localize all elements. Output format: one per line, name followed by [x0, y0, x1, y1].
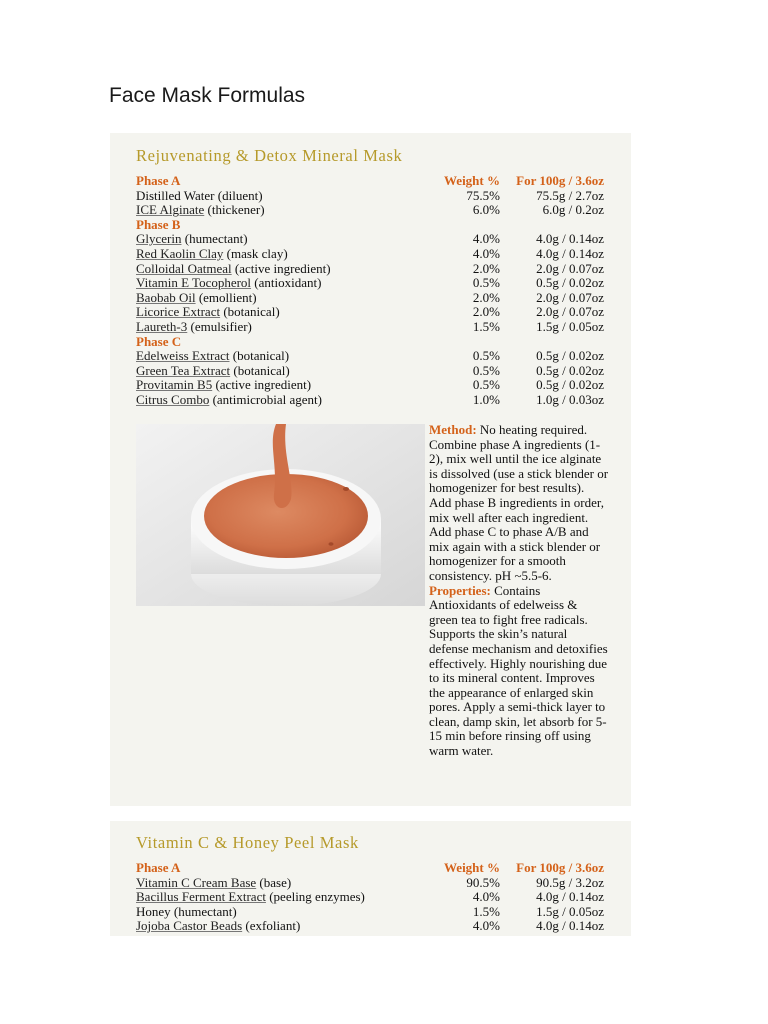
ingredient-link[interactable]: Provitamin B5: [136, 377, 213, 393]
ingredient-row: [136, 378, 606, 393]
weight-header: Weight %: [444, 860, 500, 875]
ingredient-role: (emulsifier): [187, 318, 252, 334]
ingredient-row: [136, 203, 606, 218]
ingredient-link[interactable]: Bacillus Ferment Extract: [136, 889, 266, 905]
method-properties-text: [429, 423, 609, 759]
amount-value: 90.5g / 3.2oz: [536, 874, 604, 890]
ingredient-row: [136, 291, 606, 306]
ingredient-row: [136, 364, 606, 379]
ingredient-link[interactable]: Laureth-3: [136, 318, 188, 334]
weight-percent: 4.0%: [472, 918, 500, 934]
weight-percent: 1.5%: [472, 903, 500, 919]
method-label: Method:: [429, 422, 477, 437]
amount-value: 0.5g / 0.02oz: [536, 377, 604, 393]
ingredient-row: [136, 919, 606, 934]
ingredient-link[interactable]: Jojoba Castor Beads: [136, 918, 243, 934]
ingredient-row: [136, 247, 606, 262]
ingredient-role: (emollient): [195, 289, 257, 305]
ingredient-link[interactable]: Green Tea Extract: [136, 362, 231, 378]
amount-value: 4.0g / 0.14oz: [536, 889, 604, 905]
weight-percent: 90.5%: [466, 874, 500, 890]
ingredient-link[interactable]: Edelweiss Extract: [136, 348, 230, 364]
phase-label: Phase A: [136, 860, 181, 875]
weight-percent: 0.5%: [472, 275, 500, 291]
weight-percent: 6.0%: [472, 202, 500, 218]
weight-percent: 0.5%: [472, 377, 500, 393]
recipe-card-vitamin-c: [110, 821, 631, 936]
weight-percent: 4.0%: [472, 889, 500, 905]
mask-jar-illustration: [136, 424, 425, 606]
amount-value: 2.0g / 0.07oz: [536, 260, 604, 276]
properties-text: Contains Antioxidants of edelweiss & green tea to fight free radicals. Supports the skin’s natural defense mechanism and detoxifies effectively. Highly nourishing due to its mineral content. Improves the appearance of enlarged skin pores. Apply a semi-thick layer to clean, damp skin, let absorb for 5-15 min before rinsing off using warm water.: [429, 582, 608, 759]
ingredient-role: (exfoliant): [242, 918, 301, 934]
amount-value: 2.0g / 0.07oz: [536, 304, 604, 320]
ingredient-role: (botanical): [229, 348, 290, 364]
ingredient-role: (peeling enzymes): [265, 889, 365, 905]
amount-value: 75.5g / 2.7oz: [536, 187, 604, 203]
amount-value: 4.0g / 0.14oz: [536, 231, 604, 247]
amount-value: 1.5g / 0.05oz: [536, 903, 604, 919]
ingredient-role: (active ingredient): [212, 377, 312, 393]
ingredient-row: [136, 276, 606, 291]
ingredient-role: (mask clay): [223, 245, 288, 261]
ingredient-row: [136, 320, 606, 335]
ingredient-role: (humectant): [181, 231, 248, 247]
ingredient-link[interactable]: Citrus Combo: [136, 391, 210, 407]
method-text: No heating required. Combine phase A ingredients (1-2), mix well until the ice alginate is dissolved (use a stick blender or homogenizer for best results). Add phase B ingredients in order, mix well after each ingredient. Add phase C to phase A/B and mix again with a stick blender or homogenizer for a smooth consistency. pH ~5.5-6.: [429, 422, 609, 583]
ingredient-role: (botanical): [220, 304, 280, 320]
phase-row: [136, 861, 606, 876]
mask-jar-photo: [136, 424, 425, 606]
weight-percent: 1.5%: [472, 318, 500, 334]
amount-value: 0.5g / 0.02oz: [536, 348, 604, 364]
phase-row: [136, 174, 606, 189]
recipe-card-rejuvenating: [110, 133, 631, 806]
amount-value: 6.0g / 0.2oz: [542, 202, 604, 218]
weight-percent: 2.0%: [472, 260, 500, 276]
amount-value: 4.0g / 0.14oz: [536, 245, 604, 261]
recipe-title: Vitamin C & Honey Peel Mask: [136, 833, 359, 852]
amount-value: 0.5g / 0.02oz: [536, 275, 604, 291]
ingredient-link[interactable]: Vitamin C Cream Base: [136, 874, 257, 890]
ingredient-role: (base): [256, 874, 292, 890]
ingredient-row: [136, 262, 606, 277]
weight-percent: 0.5%: [472, 348, 500, 364]
phase-label: Phase A: [136, 173, 181, 188]
weight-percent: 75.5%: [466, 187, 500, 203]
recipe-title: Rejuvenating & Detox Mineral Mask: [136, 146, 403, 165]
ingredient-role: (active ingredient): [231, 260, 331, 276]
ingredient-link[interactable]: ICE Alginate: [136, 202, 205, 218]
ingredient-row: [136, 305, 606, 320]
ingredient-row: [136, 349, 606, 364]
amount-value: 0.5g / 0.02oz: [536, 362, 604, 378]
amount-header: For 100g / 3.6oz: [516, 173, 604, 188]
amount-value: 2.0g / 0.07oz: [536, 289, 604, 305]
ingredient-link[interactable]: Red Kaolin Clay: [136, 245, 224, 261]
amount-header: For 100g / 3.6oz: [516, 860, 604, 875]
amount-value: 4.0g / 0.14oz: [536, 918, 604, 934]
ingredient-row: [136, 189, 606, 204]
phase-row: [136, 218, 606, 233]
ingredient-link[interactable]: Colloidal Oatmeal: [136, 260, 232, 276]
weight-percent: 2.0%: [472, 304, 500, 320]
ingredient-link[interactable]: Baobab Oil: [136, 289, 196, 305]
ingredient-role: (diluent): [214, 187, 263, 203]
ingredient-link[interactable]: Glycerin: [136, 231, 182, 247]
weight-percent: 2.0%: [472, 289, 500, 305]
ingredient-link[interactable]: Vitamin E Tocopherol: [136, 275, 252, 291]
amount-value: 1.0g / 0.03oz: [536, 391, 604, 407]
weight-percent: 4.0%: [472, 245, 500, 261]
weight-percent: 1.0%: [472, 391, 500, 407]
phase-label: Phase C: [136, 333, 182, 349]
ingredient-row: [136, 890, 606, 905]
ingredient-role: (thickener): [204, 202, 265, 218]
ingredient-row: [136, 905, 606, 920]
properties-label: Properties:: [429, 582, 491, 598]
amount-value: 1.5g / 0.05oz: [536, 318, 604, 334]
ingredient-role: (humectant): [170, 903, 237, 919]
weight-percent: 0.5%: [472, 362, 500, 378]
ingredient-table: [136, 861, 606, 934]
ingredient-row: [136, 876, 606, 891]
ingredient-name: Distilled Water: [136, 187, 215, 203]
phase-label: Phase B: [136, 216, 181, 232]
page-title: Face Mask Formulas: [109, 84, 306, 107]
phase-row: [136, 335, 606, 350]
ingredient-role: (antioxidant): [251, 275, 322, 291]
ingredient-role: (botanical): [230, 362, 290, 378]
ingredient-row: [136, 393, 606, 408]
ingredient-row: [136, 232, 606, 247]
ingredient-role: (antimicrobial agent): [209, 391, 322, 407]
weight-percent: 4.0%: [472, 231, 500, 247]
weight-header: Weight %: [444, 173, 500, 188]
ingredient-table: [136, 174, 606, 408]
ingredient-link[interactable]: Licorice Extract: [136, 304, 221, 320]
ingredient-name: Honey: [136, 903, 171, 919]
